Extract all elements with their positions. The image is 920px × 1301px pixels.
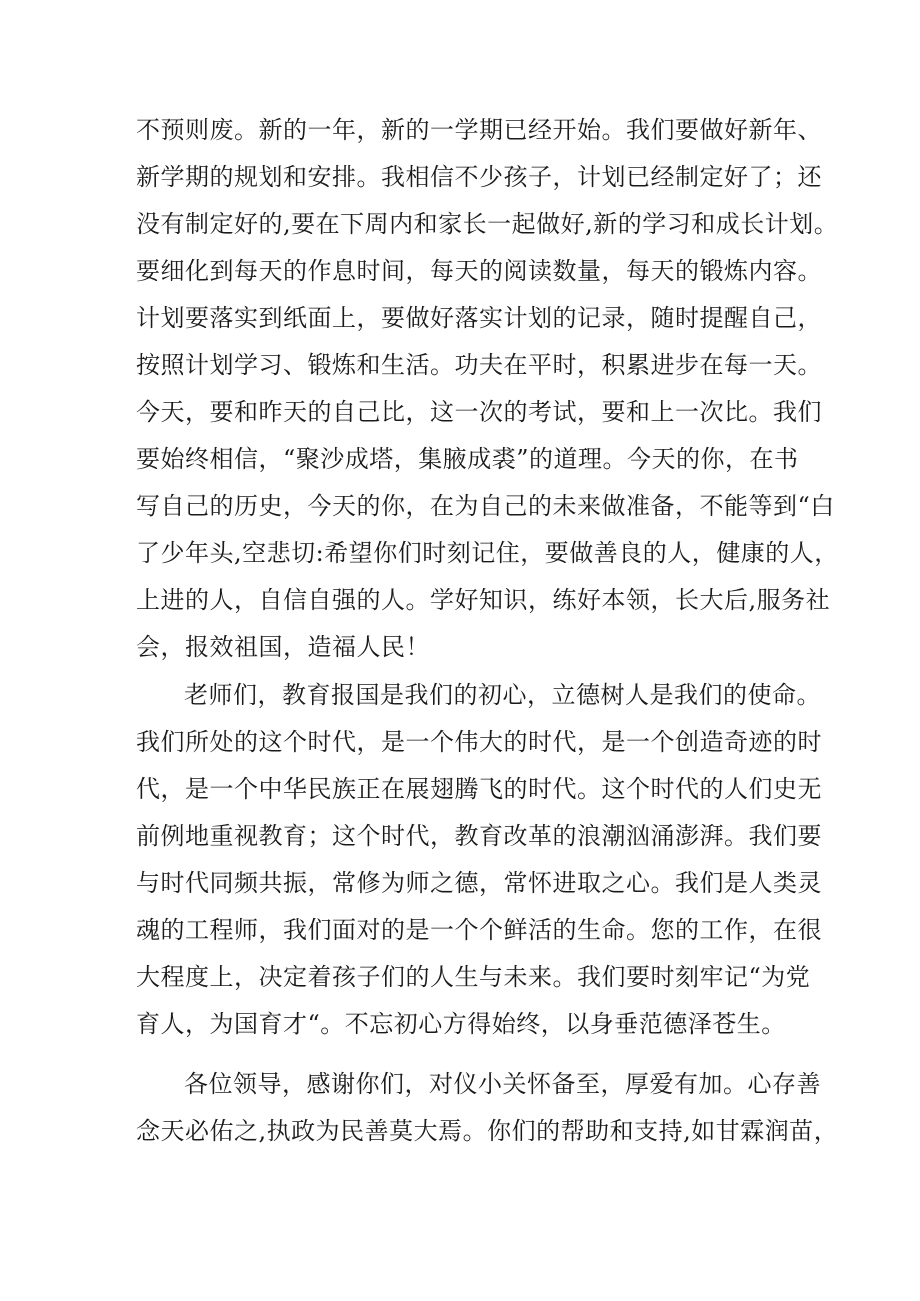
text-line: 各位领导，感谢你们，对仪小关怀备至，厚爱有加。心存善 <box>184 1070 821 1098</box>
text-line: 老师们，教育报国是我们的初心，立德树人是我们的使命。 <box>184 681 821 709</box>
text-line: 没有制定好的,要在下周内和家长一起做好,新的学习和成长计划。 <box>136 210 839 238</box>
text-line: 写自己的历史，今天的你，在为自己的未来做准备，不能等到“白 <box>136 492 835 520</box>
text-line: 了少年头,空悲切:希望你们时刻记住，要做善良的人，健康的人， <box>136 539 839 567</box>
text-line: 与时代同频共振，常修为师之德，常怀进取之心。我们是人类灵 <box>136 869 822 897</box>
text-line: 要细化到每天的作息时间，每天的阅读数量，每天的锻炼内容。 <box>136 257 822 285</box>
text-line: 前例地重视教育；这个时代，教育改革的浪潮汹涌澎湃。我们要 <box>136 822 822 850</box>
text-line: 代，是一个中华民族正在展翅腾飞的时代。这个时代的人们史无 <box>136 775 822 803</box>
text-line: 会，报效祖国，造福人民！ <box>136 633 430 661</box>
text-line: 要始终相信，“聚沙成塔，集腋成裘”的道理。今天的你，在书 <box>136 445 799 473</box>
text-line: 我们所处的这个时代，是一个伟大的时代，是一个创造奇迹的时 <box>136 728 822 756</box>
text-line: 按照计划学习、锻炼和生活。功夫在平时，积累进步在每一天。 <box>136 351 822 379</box>
text-line: 上进的人，自信自强的人。学好知识，练好本领，长大后,服务社 <box>136 586 831 614</box>
text-line: 育人，为国育才“。不忘初心方得始终，以身垂范德泽苍生。 <box>136 1010 786 1038</box>
text-line: 计划要落实到纸面上，要做好落实计划的记录，随时提醒自己， <box>136 304 822 332</box>
text-line: 大程度上，决定着孩子们的人生与未来。我们要时刻牢记“为党 <box>136 963 811 991</box>
text-line: 魂的工程师，我们面对的是一个个鲜活的生命。您的工作，在很 <box>136 916 822 944</box>
text-line: 念天必佑之,执政为民善莫大焉。你们的帮助和支持,如甘霖润苗， <box>136 1117 839 1145</box>
text-line: 不预则废。新的一年，新的一学期已经开始。我们要做好新年、 <box>136 116 822 144</box>
text-line: 新学期的规划和安排。我相信不少孩子，计划已经制定好了；还 <box>136 163 822 191</box>
text-line: 今天，要和昨天的自己比，这一次的考试，要和上一次比。我们 <box>136 398 822 426</box>
